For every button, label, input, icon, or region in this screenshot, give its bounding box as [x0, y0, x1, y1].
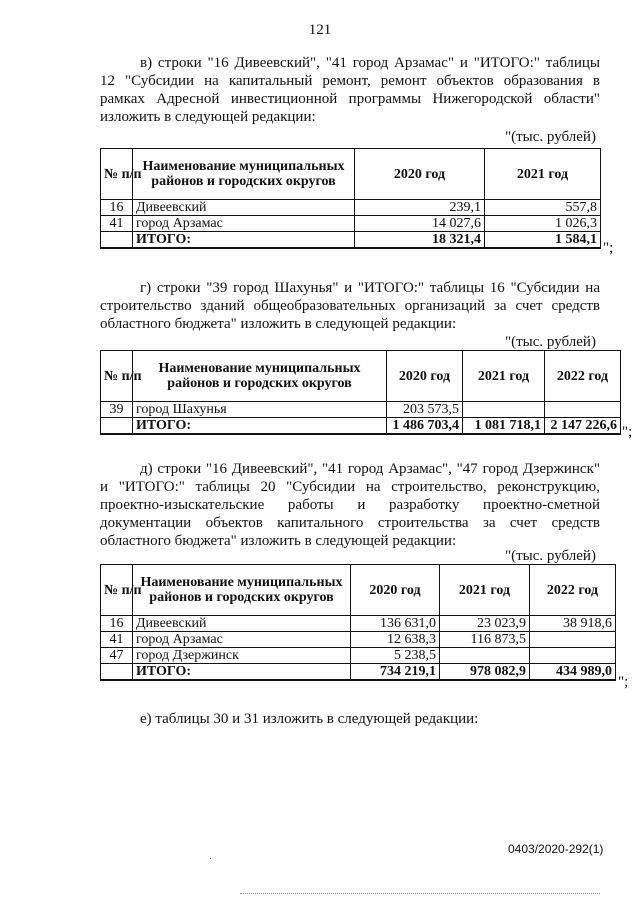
row-2021: 116 873,5	[440, 632, 530, 648]
total-2020: 734 219,1	[351, 664, 440, 681]
table-row	[101, 632, 616, 648]
table-row	[101, 200, 601, 216]
units-label: "(тыс. рублей)	[505, 334, 596, 350]
row-2021: 1 026,3	[485, 216, 601, 232]
row-2022	[530, 648, 616, 664]
section-e-line: е) таблицы 30 и 31 изложить в следующей редакции:	[140, 711, 479, 727]
table-g	[100, 350, 621, 435]
scan-speck	[210, 858, 211, 859]
row-name: Дивеевский	[133, 616, 351, 632]
row-name: Дивеевский	[133, 200, 355, 216]
header-2022: 2022 год	[530, 565, 616, 616]
row-2020: 239,1	[355, 200, 485, 216]
section-g-line: г) строки "39 город Шахунья" и "ИТОГО:" таблицы 16 "Субсидии на	[140, 280, 600, 296]
row-2021: 23 023,9	[440, 616, 530, 632]
header-name: Наименование муниципальных районов и городских округов	[133, 351, 387, 402]
row-2021: 557,8	[485, 200, 601, 216]
row-index: 41	[101, 632, 133, 648]
section-v-line: 12 "Субсидии на капитальный ремонт, ремонт объектов образования в	[100, 73, 600, 89]
row-2021	[440, 648, 530, 664]
section-g-line: областного бюджета" изложить в следующей редакции:	[100, 316, 457, 332]
row-2020: 12 638,3	[351, 632, 440, 648]
section-d-line: документации объектов капитального строительства за счет средств	[100, 515, 600, 531]
row-name: город Дзержинск	[133, 648, 351, 664]
table-header-row	[101, 565, 616, 616]
total-2021: 978 082,9	[440, 664, 530, 681]
section-v-line: изложить в следующей редакции:	[100, 109, 316, 125]
section-d-line: д) строки "16 Дивеевский", "41 город Арзамас", "47 город Дзержинск"	[140, 461, 600, 477]
section-d-line: областного бюджета" изложить в следующей редакции:	[100, 533, 457, 549]
row-2020: 5 238,5	[351, 648, 440, 664]
row-name: город Арзамас	[133, 632, 351, 648]
section-g-line: строительство зданий общеобразовательных организаций за счет средств	[100, 298, 600, 314]
row-2022	[530, 632, 616, 648]
total-label: ИТОГО:	[133, 418, 387, 435]
section-d-line: и "ИТОГО:" таблицы 20 "Субсидии на строительство, реконструкцию,	[100, 479, 600, 495]
total-2021: 1 584,1	[485, 232, 601, 249]
total-2020: 18 321,4	[355, 232, 485, 249]
section-e-text	[100, 710, 600, 728]
table-header-row	[101, 149, 601, 200]
document-code: 0403/2020-292(1)	[508, 842, 604, 856]
bottom-divider	[240, 893, 600, 894]
section-g-text	[100, 279, 600, 333]
row-index: 39	[101, 402, 133, 418]
total-index-empty	[101, 664, 133, 681]
units-label: "(тыс. рублей)	[505, 548, 596, 564]
total-2020: 1 486 703,4	[387, 418, 463, 435]
total-label: ИТОГО:	[133, 232, 355, 249]
header-2021: 2021 год	[463, 351, 545, 402]
total-2021: 1 081 718,1	[463, 418, 545, 435]
header-name: Наименование муниципальных районов и городских округов	[133, 565, 351, 616]
closing-quote: ";	[618, 674, 629, 690]
closing-quote: ";	[603, 240, 614, 256]
section-v-text	[100, 54, 600, 126]
header-number: № п/п	[101, 149, 133, 200]
section-v-line: в) строки "16 Дивеевский", "41 город Арзамас" и "ИТОГО:" таблицы	[140, 55, 600, 71]
section-v-line: рамках Адресной инвестиционной программы Нижегородской области"	[100, 91, 600, 107]
units-label: "(тыс. рублей)	[505, 129, 596, 145]
section-d-text	[100, 460, 600, 550]
total-index-empty	[101, 232, 133, 249]
closing-quote: ";	[622, 424, 633, 440]
table-row	[101, 402, 621, 418]
section-d-line: проектно-изыскательские работы и разработку проектно-сметной	[100, 497, 600, 513]
row-2020: 203 573,5	[387, 402, 463, 418]
header-name: Наименование муниципальных районов и городских округов	[133, 149, 355, 200]
header-2020: 2020 год	[387, 351, 463, 402]
total-2022: 2 147 226,6	[545, 418, 621, 435]
table-total-row	[101, 664, 616, 681]
table-row	[101, 216, 601, 232]
header-2021: 2021 год	[485, 149, 601, 200]
table-header-row	[101, 351, 621, 402]
table-v	[100, 148, 601, 249]
row-index: 16	[101, 200, 133, 216]
table-row	[101, 648, 616, 664]
header-2021: 2021 год	[440, 565, 530, 616]
row-name: город Арзамас	[133, 216, 355, 232]
header-2020: 2020 год	[351, 565, 440, 616]
table-d	[100, 564, 616, 681]
header-2022: 2022 год	[545, 351, 621, 402]
row-index: 16	[101, 616, 133, 632]
row-index: 41	[101, 216, 133, 232]
total-index-empty	[101, 418, 133, 435]
row-2021	[463, 402, 545, 418]
page-number: 121	[308, 22, 332, 38]
row-2020: 14 027,6	[355, 216, 485, 232]
table-total-row	[101, 418, 621, 435]
total-2022: 434 989,0	[530, 664, 616, 681]
header-2020: 2020 год	[355, 149, 485, 200]
row-2022: 38 918,6	[530, 616, 616, 632]
row-2022	[545, 402, 621, 418]
total-label: ИТОГО:	[133, 664, 351, 681]
header-number: № п/п	[101, 351, 133, 402]
table-row	[101, 616, 616, 632]
table-total-row	[101, 232, 601, 249]
header-number: № п/п	[101, 565, 133, 616]
row-2020: 136 631,0	[351, 616, 440, 632]
row-index: 47	[101, 648, 133, 664]
row-name: город Шахунья	[133, 402, 387, 418]
